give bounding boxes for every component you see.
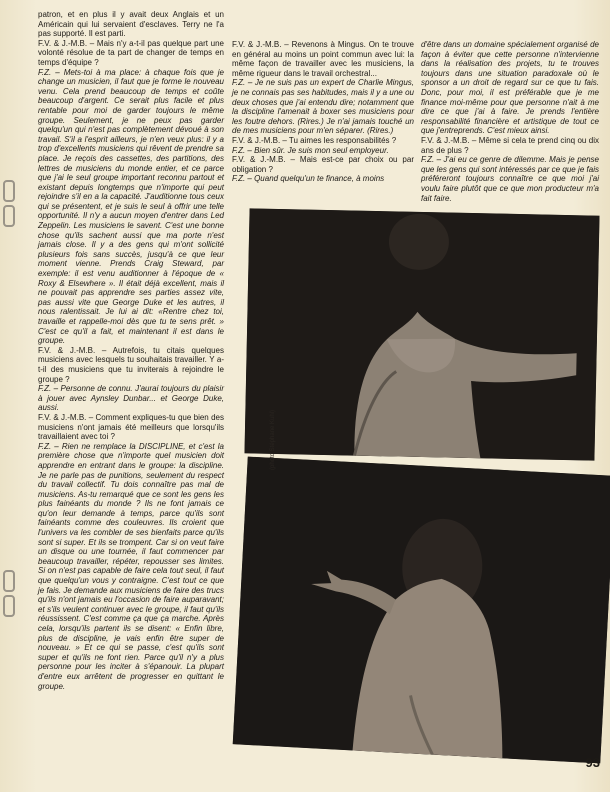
- binder-hole: [3, 205, 15, 227]
- question-paragraph: F.V. & J.-M.B. – Mais n'y a-t-il pas quelque part une volonté résolue de ta part de changer de temps en temps d'équipe ?: [38, 38, 224, 67]
- answer-paragraph: F.Z. – Quand quelqu'un te finance, à moins: [232, 174, 385, 184]
- photo-back-pointing: [233, 457, 610, 764]
- answer-paragraph: F.Z. – Bien sûr. Je suis mon seul employeur.: [232, 145, 389, 155]
- answer-paragraph: F.Z. – Rien ne remplace la DISCIPLINE, et c'est la première chose que n'importe quel musicien doit apprendre en entrant dans le groupe: la discipline. Je ne parle pas de punitions, seulement du respect du travail collectif. Tu dois connaître pas mal de musiciens. As-tu remarqué que ce sont les gens les plus fainéants du monde ? Ils ne font jamais ce qu'on leur demande à temps, parce qu'ils sont fainéants comme des couleuvres. Ils croient que l'univers va les combler de ses bienfaits parce qu'ils sont si super. Et ils se trompent. Car si on veut faire un disque ou une tournée, il faut commencer par beaucoup travailler, répéter, repousser ses limites. Si on n'est pas capable de faire cela tout seul, il faut que quelqu'un vous y contraigne. C'est tout ce que je fais. Je demande aux musiciens de faire des trucs qu'ils n'ont jamais eu l'occasion de faire auparavant; et s'ils veulent continuer avec le groupe, il faut qu'ils réussissent. C'est comme ça que ça marche. Après cela, lorsqu'ils partent ils se disent: « Enfin libre, plus de discipline, je vais enfin être super de nouveau. » Et ce qui se passe, c'est qu'ils sont super et qu'ils ne font rien. Parce qu'il n'y a plus personne pour les inciter à s'épanouir. La plupart d'entre eux arrêtent de progresser en quittant le groupe.: [38, 441, 224, 691]
- photo-illustration: [233, 457, 610, 764]
- question-paragraph: F.V. & J.-M.B. – Comment expliques-tu que bien des musiciens n'ont jamais été meilleurs que lorsqu'ils travaillaient avec toi ?: [38, 412, 224, 442]
- binder-hole: [3, 595, 15, 617]
- answer-paragraph: F.Z. – Personne de connu. J'aurai toujours du plaisir à jouer avec Aynsley Dunbar... et George Duke, aussi.: [38, 384, 224, 413]
- text-column-left: [38, 10, 224, 691]
- text-column-middle: [232, 40, 414, 184]
- question-paragraph: F.V. & J.-M.B. – Revenons à Mingus. On te trouve en général au moins un point commun avec lui: la même façon de travailler avec les musiciens, la même rigueur dans le travail orchestral...: [232, 40, 414, 78]
- text-column-right: [421, 40, 599, 203]
- page-number: 93: [585, 755, 600, 770]
- question-paragraph: F.V. & J.-M.B. – Mais est-ce par choix ou par obligation ?: [232, 155, 414, 174]
- photo-illustration: [244, 208, 599, 460]
- answer-paragraph: F.Z. – J'ai eu ce genre de dilemme. Mais je pense que les gens qui sont intéressés par ce que je fais préféreront toujours connaître ce que moi j'ai voulu faire plutôt que ce que mon producteur m'a fait faire.: [421, 155, 599, 203]
- answer-paragraph: F.Z. – Mets-toi à ma place: à chaque fois que je change un musicien, il faut que je forme le nouveau venu. Cela prend beaucoup de temps et coûte beaucoup d'argent. Ce serait plus facile et plus rentable pour moi de garder toujours le même groupe. Seulement, je ne peux pas garder quelqu'un qui n'est pas complètement dévoué à son travail. S'il a l'esprit ailleurs, je n'en veux plus: il y a trop d'excellents musiciens qui rêvent de prendre sa place. Je reçois des cassettes, des partitions, des lettres de musiciens du monde entier, et ce parce que j'ai le seul groupe important reconnu partout et existant depuis longtemps que n'importe qui peut rejoindre s'il en a la capacité. J'auditionne tous ceux qui se présentent, et je suis le seul à offrir une telle opportunité. Il n'y a aucun moyen d'entrer dans Led Zeppelin. Les musiciens le savent. C'est une bonne chose qu'ils sachent aussi que ma porte n'est jamais close. Il y a des gens qui m'ont sollicité plusieurs fois sans succès, jusqu'à ce que leur moment vienne. Prends Craig Steward, par exemple: il est venu auditionner à l'époque de « Roxy & Elsewhere ». Il était déjà excellent, mais il ne pouvait pas apprendre ses parties assez vite, pas aussi vite que George Duke et les autres, il nous ralentissait. Je lui ai dit: «Rentre chez toi, travaille et rappelle-moi dès que tu te sens prêt. » C'est ce qu'il a fait, et maintenant il est dans le groupe.: [38, 67, 224, 346]
- binder-hole: [3, 180, 15, 202]
- paragraph: patron, et en plus il y avait deux Anglais et un Américain qui lui servaient d'esclaves. Terry ne l'a pas supporté. Il est parti.: [38, 10, 224, 39]
- answer-paragraph: F.Z. – Je ne suis pas un expert de Charlie Mingus, je ne connais pas ses habitudes, mais il y a une ou deux choses que j'ai entendu dire; notamment que la discipline l'amenait à boxer ses musiciens pour les foutre dehors. (Rires.) Je n'ai jamais touché un de mes musiciens pour m'en séparer. (Rires.): [232, 78, 414, 136]
- question-paragraph: F.V. & J.-M.B. – Tu aimes les responsabilités ?: [232, 135, 397, 145]
- binder-hole: [3, 570, 15, 592]
- photo-credit: (photo Stéphane Kuhl): [270, 409, 276, 470]
- answer-paragraph: d'être dans un domaine spécialement organisé de façon à éviter que cette personne n'intervienne dans la réalisation des projets, tu te trouves toujours dans une situation paradoxale où le sponsor a un droit de regard sur ce que tu fais. Donc, pour moi, il est préférable que je me finance moi-même pour que personne n'ait à me dire ce que j'ai à faire. Je prends l'entière responsabilité financière et artistique de tout ce que j'entreprends. C'est mieux ainsi.: [421, 40, 599, 136]
- photo-back-arm-outstretched: [244, 208, 599, 460]
- question-paragraph: F.V. & J.-M.B. – Autrefois, tu citais quelques musiciens avec lesquels tu souhaitais travailler. Y a-t-il des musiciens que tu inviterais à rejoindre le groupe ?: [38, 345, 224, 384]
- question-paragraph: F.V. & J.-M.B. – Même si cela te prend cinq ou dix ans de plus ?: [421, 135, 599, 155]
